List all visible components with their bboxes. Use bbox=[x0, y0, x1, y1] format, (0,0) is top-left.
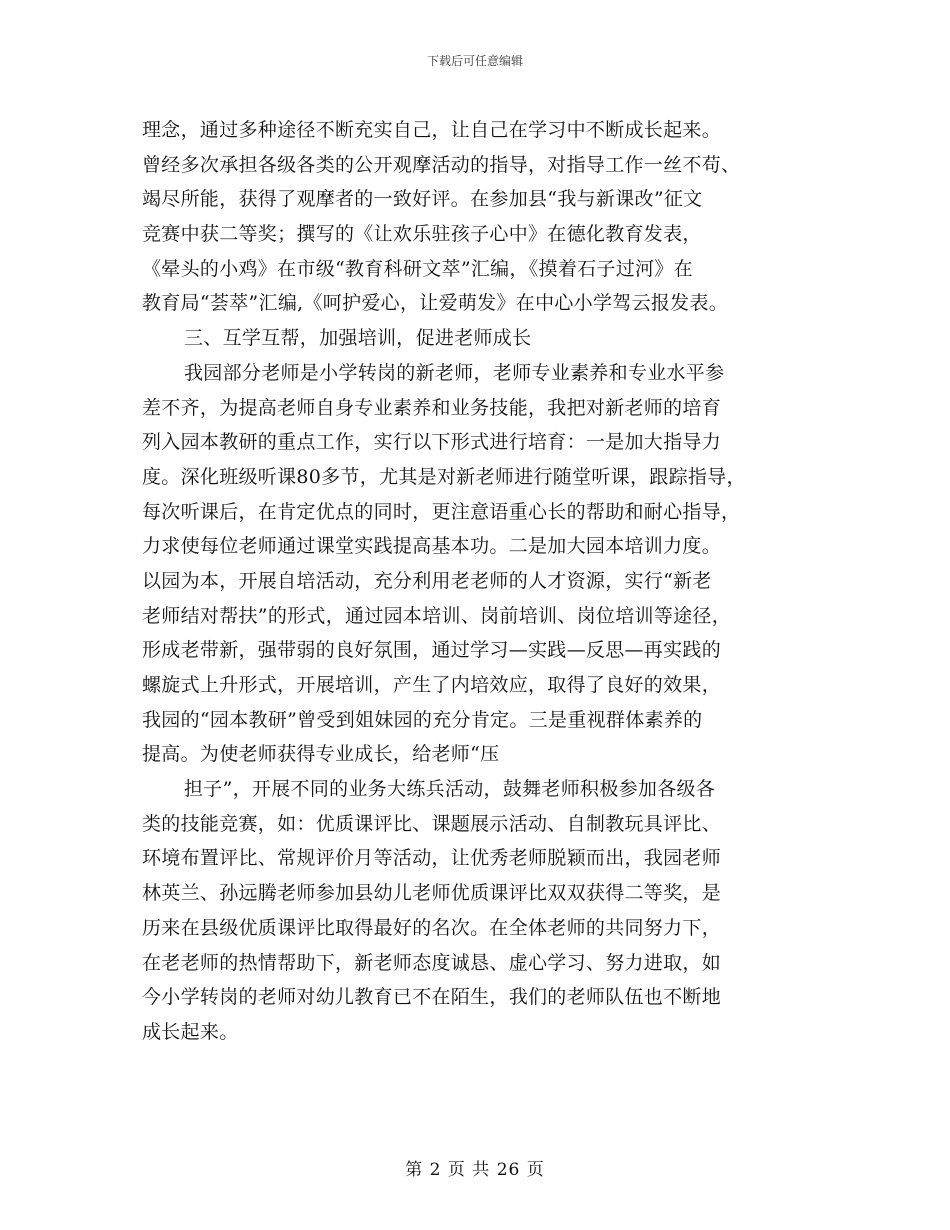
text-line: 担子”，开展不同的业务大练兵活动，鼓舞老师积极参加各级各 bbox=[184, 778, 716, 801]
text-line: 差不齐，为提高老师自身专业素养和业务技能，我把对新老师的培育 bbox=[142, 396, 722, 419]
text-line: 成长起来。 bbox=[142, 1020, 239, 1043]
text-line: 每次听课后，在肯定优点的同时，更注意语重心长的帮助和耐心指导， bbox=[142, 500, 741, 523]
text-line: 竞赛中获二等奖；撰写的《让欢乐驻孩子心中》在德化教育发表， bbox=[142, 223, 702, 246]
text-line: 以园为本，开展自培活动，充分利用老老师的人才资源，实行“新老 bbox=[142, 569, 712, 592]
text-line: 列入园本教研的重点工作，实行以下形式进行培育：一是加大指导力 bbox=[142, 431, 722, 454]
text-line: 老师结对帮扶”的形式，通过园本培训、岗前培训、岗位培训等途径， bbox=[142, 604, 732, 627]
document-body bbox=[142, 113, 832, 1050]
text-line: 理念，通过多种途径不断充实自己，让自己在学习中不断成长起来。 bbox=[142, 119, 722, 141]
section-heading: 三、互学互帮，加强培训，促进老师成长 bbox=[184, 327, 532, 350]
text-line: 历来在县级优质课评比取得最好的名次。在全体老师的共同努力下， bbox=[142, 916, 722, 939]
text-line: 我园部分老师是小学转岗的新老师，老师专业素养和专业水平参 bbox=[184, 361, 725, 384]
text-line: 形成老带新，强带弱的良好氛围，通过学习—实践—反思—再实践的 bbox=[142, 639, 722, 662]
text-line: 环境布置评比、常规评价月等活动，让优秀老师脱颖而出，我园老师 bbox=[142, 847, 722, 870]
text-line: 螺旋式上升形式，开展培训，产生了内培效应，取得了良好的效果， bbox=[142, 674, 722, 696]
text-line: 力求使每位老师通过课堂实践提高基本功。二是加大园本培训力度。 bbox=[142, 535, 722, 558]
text-line: 《晕头的小鸡》在市级“教育科研文萃”汇编，《摸着石子过河》在 bbox=[142, 257, 693, 280]
text-line: 曾经多次承担各级各类的公开观摩活动的指导，对指导工作一丝不苟、 bbox=[142, 153, 741, 176]
text-line: 类的技能竞赛，如：优质课评比、课题展示活动、自制教玩具评比、 bbox=[142, 812, 722, 835]
text-line: 在老老师的热情帮助下，新老师态度诚恳、虚心学习、努力进取，如 bbox=[142, 951, 722, 974]
text-line: 林英兰、孙远腾老师参加县幼儿老师优质课评比双双获得二等奖，是 bbox=[142, 882, 722, 905]
page-number-footer: 第 2 页 共 26 页 bbox=[405, 1160, 545, 1180]
page-header-note: 下载后可任意编辑 bbox=[426, 54, 523, 68]
text-line: 提高。为使老师获得专业成长，给老师“压 bbox=[142, 743, 500, 766]
text-line: 今小学转岗的老师对幼儿教育已不在陌生，我们的老师队伍也不断地 bbox=[142, 986, 722, 1009]
text-line: 我园的“园本教研”曾受到姐妹园的充分肯定。三是重视群体素养的 bbox=[142, 708, 703, 731]
text-line: 度。深化班级听课80多节，尤其是对新老师进行随堂听课，跟踪指导， bbox=[142, 465, 746, 488]
text-line: 教育局“荟萃”汇编,《呵护爱心，让爱萌发》在中心小学驾云报发表。 bbox=[142, 292, 729, 315]
text-line: 竭尽所能，获得了观摩者的一致好评。在参加县“我与新课改”征文 bbox=[142, 188, 703, 211]
